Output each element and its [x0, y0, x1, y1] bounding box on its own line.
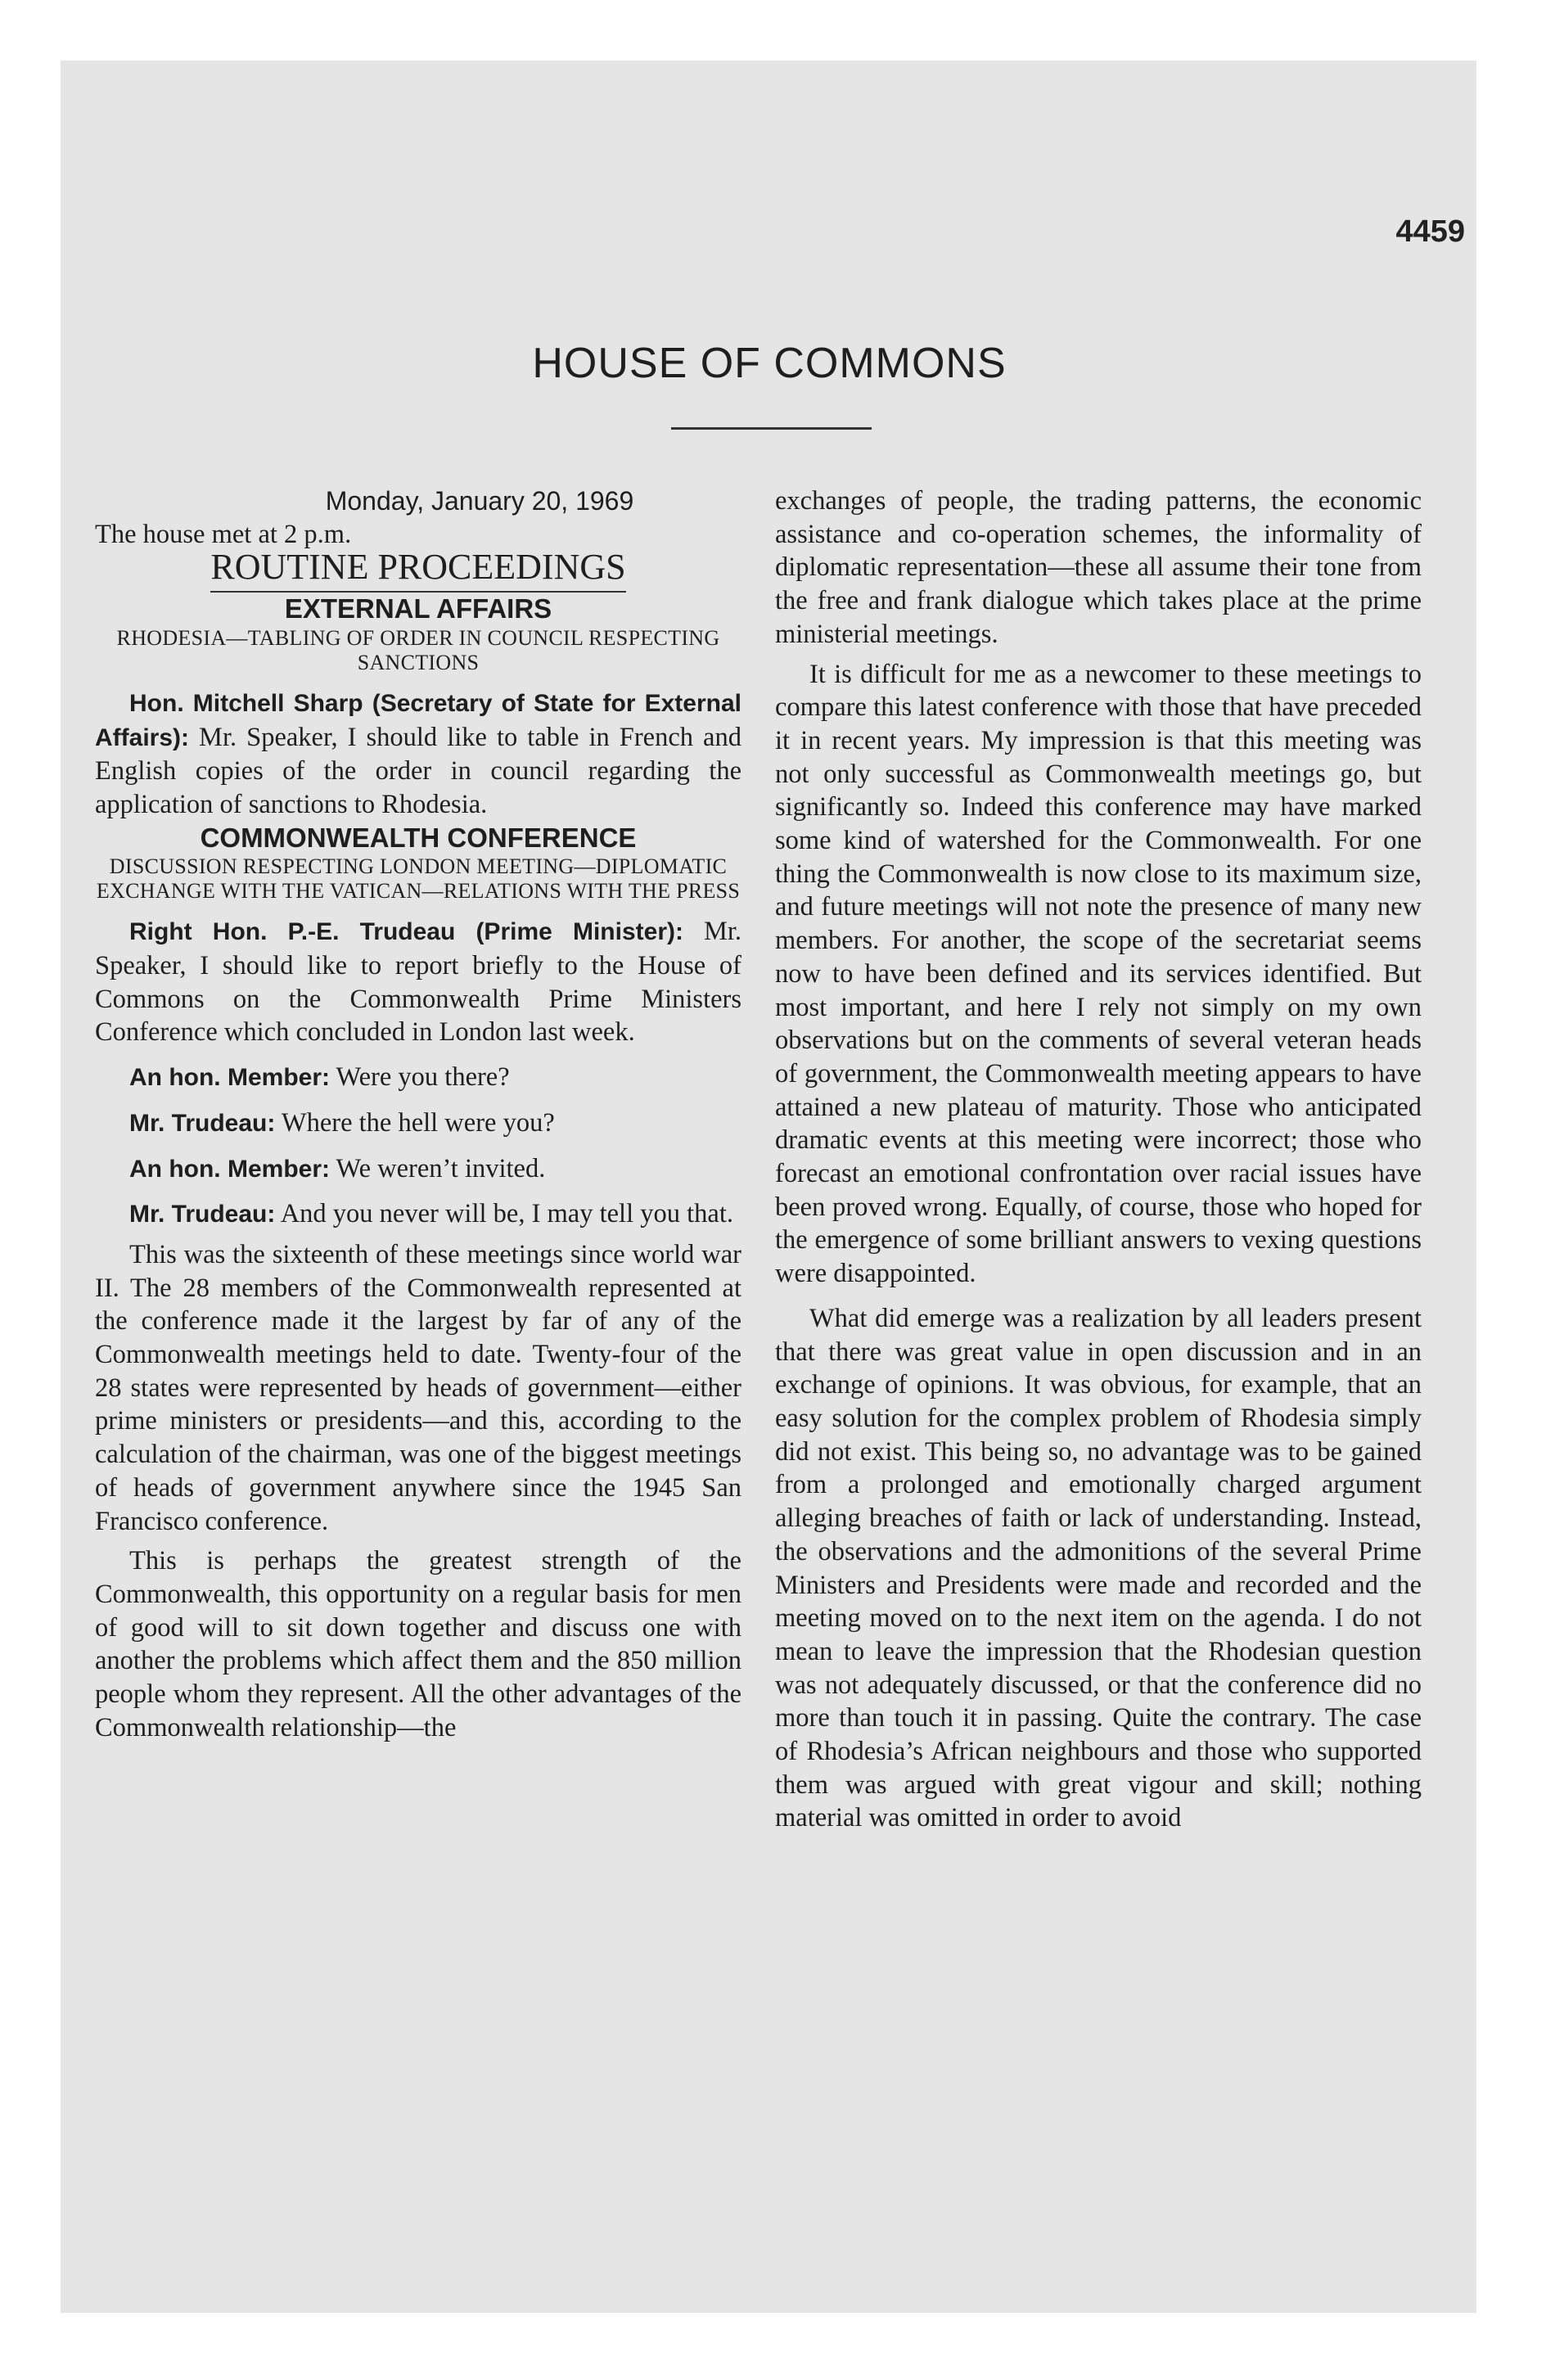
exchange-text: We weren’t invited.	[330, 1153, 546, 1183]
exchange-text: Where the hell were you?	[275, 1107, 555, 1138]
exchange-text: And you never will be, I may tell you that.	[275, 1199, 733, 1229]
exchange-line	[95, 1197, 741, 1232]
exchange-line	[95, 1061, 741, 1095]
page-number: 4459	[1395, 214, 1465, 249]
exchange-text: Were you there?	[330, 1062, 510, 1093]
commonwealth-heading: COMMONWEALTH CONFERENCE	[200, 822, 637, 853]
speaker-name: Hon. Mitchell Sharp (Secretary of State for External Affairs):	[95, 689, 741, 751]
speaker-name: Mr. Trudeau:	[129, 1201, 276, 1228]
right-column	[775, 485, 1422, 1835]
speaker-name: An hon. Member:	[129, 1064, 330, 1092]
speaker-name: An hon. Member:	[129, 1155, 330, 1183]
paragraph: What did emerge was a realization by all leaders present that there was great value in open discussion and in an exchange of opinions. It was obvious, for example, that an easy solution for the complex problem of Rhodesia simply did not exist. This being so, no advantage was to be gained from a prolonged and emotionally charged argument alleging breaches of faith or lack of understanding. Instead, the observations and the admonitions of the several Prime Ministers and Presidents were made and recorded and the meeting moved on to the next item on the agenda. I do not mean to leave the impression that the Rhodesian question was not adequately discussed, or that the conference did no more than touch it in passing. Quite the contrary. The case of Rhodesia’s African neighbours and those who supported them was argued with great vigour and skill; nothing material was omitted in order to avoid	[775, 1303, 1422, 1833]
opening-line: The house met at 2 p.m.	[95, 519, 352, 549]
sitting-date: Monday, January 20, 1969	[325, 486, 634, 516]
external-affairs-subheading: RHODESIA—TABLING OF ORDER IN COUNCIL RESPECTING SANCTIONS	[116, 625, 720, 674]
trudeau-statement	[95, 915, 741, 1049]
statement-text: Mr. Speaker, I should like to table in French and English copies of the order in council regarding the application of sanctions to Rhodesia.	[95, 722, 741, 819]
title-rule	[671, 427, 872, 430]
left-column	[95, 485, 741, 1745]
sharp-statement	[95, 687, 741, 822]
statement-text: Mr. Speaker, I should like to report briefly to the House of Commons on the Commonwealth Prime Ministers Conference which concluded in London last week.	[95, 917, 741, 1048]
page-title: HOUSE OF COMMONS	[532, 340, 1007, 387]
external-affairs-heading: EXTERNAL AFFAIRS	[284, 593, 552, 624]
paragraph: This was the sixteenth of these meetings since world war II. The 28 members of the Commonwealth represented at the conference made it the largest by far of any of the Commonwealth meetings held to date. Twenty-four of the 28 states were represented by heads of government—either prime ministers or presidents—and this, according to the calculation of the chairman, was one of the biggest meetings of heads of government anywhere since the 1945 San Francisco conference.	[95, 1239, 741, 1536]
paragraph: It is difficult for me as a newcomer to these meetings to compare this latest conference with those that have preceded it in recent years. My impression is that this meeting was not only successful as Commonwealth meetings go, but significantly so. Indeed this conference may have marked some kind of watershed for the Commonwealth. For one thing the Commonwealth is now close to its maximum size, and future meetings will not note the presence of many new members. For another, the scope of the secretariat seems now to have been defined and its services identified. But most important, and here I rely not simply on my own observations but on the comments of several veteran heads of government, the Commonwealth meeting appears to have attained a new plateau of maturity. Those who anticipated dramatic events at this meeting were incorrect; those who forecast an emotional confrontation over racial issues have been proved wrong. Equally, of course, those who hoped for the emergence of some brilliant answers to vexing questions were disappointed.	[775, 659, 1422, 1289]
section-heading-text: ROUTINE PROCEEDINGS	[210, 551, 625, 593]
section-heading	[95, 547, 741, 593]
exchange-line	[95, 1152, 741, 1187]
paragraph: exchanges of people, the trading patterns, the economic assistance and co-operation schemes, the informality of diplomatic representation—these all assume their tone from the free and frank dialogue which takes place at the prime ministerial meetings.	[775, 486, 1422, 649]
speaker-name: Mr. Trudeau:	[129, 1109, 276, 1137]
paragraph: This is perhaps the greatest strength of the Commonwealth, this opportunity on a regular basis for men of good will to sit down together and discuss one with another the problems which affect them and the 850 million people whom they represent. All the other advantages of the Commonwealth relationship—the	[95, 1546, 741, 1742]
commonwealth-subheading: DISCUSSION RESPECTING LONDON MEETING—DIPLOMATIC EXCHANGE WITH THE VATICAN—RELATIONS WITH THE PRESS	[96, 854, 741, 904]
exchange-line	[95, 1107, 741, 1141]
speaker-name: Right Hon. P.-E. Trudeau (Prime Minister):	[129, 918, 683, 946]
